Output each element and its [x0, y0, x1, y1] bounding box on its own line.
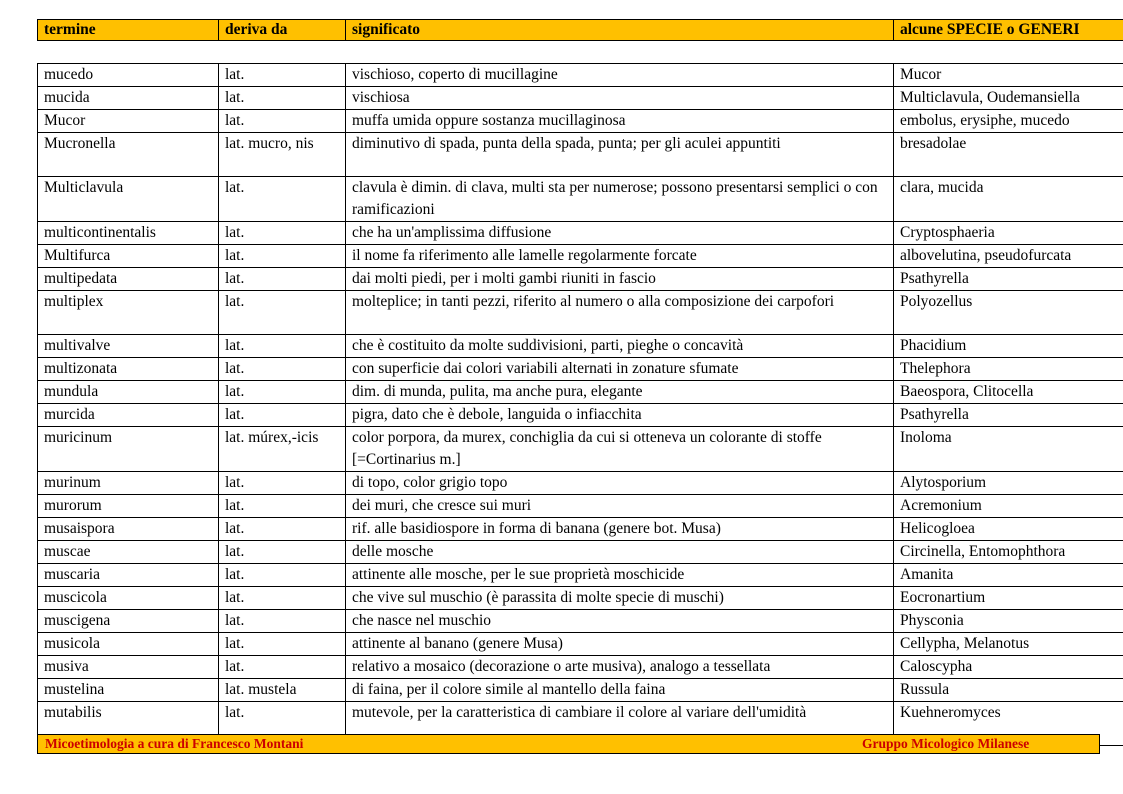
cell-specie: Cryptosphaeria	[894, 222, 1123, 245]
cell-deriva-da: lat. mucro, nis	[219, 133, 346, 177]
cell-significato: attinente al banano (genere Musa)	[346, 633, 894, 656]
cell-specie: Physconia	[894, 610, 1123, 633]
table-row	[38, 245, 1123, 268]
cell-termine: murinum	[38, 472, 219, 495]
cell-deriva-da: lat.	[219, 404, 346, 427]
cell-deriva-da: lat.	[219, 177, 346, 222]
cell-termine: musiva	[38, 656, 219, 679]
cell-termine: mucida	[38, 87, 219, 110]
cell-specie: Acremonium	[894, 495, 1123, 518]
cell-deriva-da: lat.	[219, 87, 346, 110]
cell-termine: muscigena	[38, 610, 219, 633]
cell-significato: che nasce nel muschio	[346, 610, 894, 633]
cell-specie: bresadolae	[894, 133, 1123, 177]
table-row	[38, 268, 1123, 291]
cell-significato: con superficie dai colori variabili alternati in zonature sfumate	[346, 358, 894, 381]
cell-termine: mucedo	[38, 64, 219, 87]
table-row	[38, 656, 1123, 679]
header-table	[37, 19, 1123, 41]
cell-significato: mutevole, per la caratteristica di cambiare il colore al variare dell'umidità	[346, 702, 894, 746]
cell-termine: multipedata	[38, 268, 219, 291]
cell-termine: muscaria	[38, 564, 219, 587]
table-row	[38, 518, 1123, 541]
cell-deriva-da: lat.	[219, 656, 346, 679]
cell-significato: clavula è dimin. di clava, multi sta per numerose; possono presentarsi semplici o con ramificazioni	[346, 177, 894, 222]
cell-significato: muffa umida oppure sostanza mucillaginosa	[346, 110, 894, 133]
cell-specie: Helicogloea	[894, 518, 1123, 541]
cell-significato: pigra, dato che è debole, languida o infiacchita	[346, 404, 894, 427]
cell-specie: Phacidium	[894, 335, 1123, 358]
cell-specie: Eocronartium	[894, 587, 1123, 610]
cell-termine: mustelina	[38, 679, 219, 702]
table-row	[38, 222, 1123, 245]
cell-specie: albovelutina, pseudofurcata	[894, 245, 1123, 268]
table-row	[38, 291, 1123, 335]
cell-termine: Multifurca	[38, 245, 219, 268]
cell-deriva-da: lat. múrex,-icis	[219, 427, 346, 472]
header-specie-generi: alcune SPECIE o GENERI	[894, 20, 1123, 41]
cell-termine: multicontinentalis	[38, 222, 219, 245]
glossary-table	[37, 63, 1123, 746]
footer-bar	[37, 734, 1100, 754]
table-row	[38, 404, 1123, 427]
table-row	[38, 133, 1123, 177]
cell-significato: color porpora, da murex, conchiglia da cui si otteneva un colorante di stoffe [=Cortinarius m.]	[346, 427, 894, 472]
cell-specie: Cellypha, Melanotus	[894, 633, 1123, 656]
cell-deriva-da: lat.	[219, 335, 346, 358]
footer-group: Gruppo Micologico Milanese	[862, 736, 1030, 751]
table-row	[38, 679, 1123, 702]
cell-specie: Psathyrella	[894, 404, 1123, 427]
cell-termine: multizonata	[38, 358, 219, 381]
cell-specie: Mucor	[894, 64, 1123, 87]
cell-termine: murcida	[38, 404, 219, 427]
cell-specie: Russula	[894, 679, 1123, 702]
cell-significato: vischiosa	[346, 87, 894, 110]
cell-deriva-da: lat.	[219, 358, 346, 381]
cell-deriva-da: lat.	[219, 495, 346, 518]
cell-specie: Inoloma	[894, 427, 1123, 472]
cell-deriva-da: lat. mustela	[219, 679, 346, 702]
cell-termine: mundula	[38, 381, 219, 404]
cell-deriva-da: lat.	[219, 110, 346, 133]
cell-deriva-da: lat.	[219, 472, 346, 495]
cell-deriva-da: lat.	[219, 245, 346, 268]
table-row	[38, 633, 1123, 656]
cell-significato: vischioso, coperto di mucillagine	[346, 64, 894, 87]
cell-termine: musaispora	[38, 518, 219, 541]
cell-termine: musicola	[38, 633, 219, 656]
cell-significato: attinente alle mosche, per le sue proprietà moschicide	[346, 564, 894, 587]
cell-termine: muricinum	[38, 427, 219, 472]
cell-specie: Baeospora, Clitocella	[894, 381, 1123, 404]
cell-significato: delle mosche	[346, 541, 894, 564]
header-significato: significato	[346, 20, 894, 41]
table-row	[38, 177, 1123, 222]
cell-specie: Multiclavula, Oudemansiella	[894, 87, 1123, 110]
table-row	[38, 358, 1123, 381]
cell-significato: dai molti piedi, per i molti gambi riuniti in fascio	[346, 268, 894, 291]
table-row	[38, 541, 1123, 564]
cell-deriva-da: lat.	[219, 518, 346, 541]
cell-deriva-da: lat.	[219, 291, 346, 335]
table-row	[38, 427, 1123, 472]
header-row	[38, 20, 1123, 41]
cell-specie: Thelephora	[894, 358, 1123, 381]
cell-significato: molteplice; in tanti pezzi, riferito al numero o alla composizione dei carpofori	[346, 291, 894, 335]
header-termine: termine	[38, 20, 219, 41]
cell-termine: Mucor	[38, 110, 219, 133]
cell-deriva-da: lat.	[219, 541, 346, 564]
cell-termine: Multiclavula	[38, 177, 219, 222]
cell-significato: che vive sul muschio (è parassita di molte specie di muschi)	[346, 587, 894, 610]
cell-deriva-da: lat.	[219, 610, 346, 633]
cell-deriva-da: lat.	[219, 268, 346, 291]
cell-significato: il nome fa riferimento alle lamelle regolarmente forcate	[346, 245, 894, 268]
table-row	[38, 495, 1123, 518]
cell-specie: Alytosporium	[894, 472, 1123, 495]
footer-author: Micoetimologia a cura di Francesco Montani	[45, 736, 304, 751]
table-row	[38, 587, 1123, 610]
cell-significato: di topo, color grigio topo	[346, 472, 894, 495]
cell-significato: relativo a mosaico (decorazione o arte musiva), analogo a tessellata	[346, 656, 894, 679]
cell-termine: multiplex	[38, 291, 219, 335]
cell-specie: Psathyrella	[894, 268, 1123, 291]
cell-significato: che è costituito da molte suddivisioni, parti, pieghe o concavità	[346, 335, 894, 358]
table-row	[38, 110, 1123, 133]
cell-deriva-da: lat.	[219, 587, 346, 610]
cell-termine: muscicola	[38, 587, 219, 610]
cell-significato: di faina, per il colore simile al mantello della faina	[346, 679, 894, 702]
cell-specie: Caloscypha	[894, 656, 1123, 679]
cell-specie: Amanita	[894, 564, 1123, 587]
cell-significato: rif. alle basidiospore in forma di banana (genere bot. Musa)	[346, 518, 894, 541]
table-row	[38, 564, 1123, 587]
table-row	[38, 87, 1123, 110]
cell-specie: embolus, erysiphe, mucedo	[894, 110, 1123, 133]
cell-significato: dei muri, che cresce sui muri	[346, 495, 894, 518]
table-row	[38, 610, 1123, 633]
cell-significato: dim. di munda, pulita, ma anche pura, elegante	[346, 381, 894, 404]
cell-deriva-da: lat.	[219, 633, 346, 656]
table-row	[38, 381, 1123, 404]
table-row	[38, 64, 1123, 87]
cell-specie: Kuehneromyces	[894, 702, 1123, 746]
cell-specie: Polyozellus	[894, 291, 1123, 335]
cell-deriva-da: lat.	[219, 702, 346, 746]
cell-deriva-da: lat.	[219, 222, 346, 245]
cell-termine: multivalve	[38, 335, 219, 358]
header-deriva-da: deriva da	[219, 20, 346, 41]
cell-specie: clara, mucida	[894, 177, 1123, 222]
cell-deriva-da: lat.	[219, 381, 346, 404]
cell-deriva-da: lat.	[219, 64, 346, 87]
cell-specie: Circinella, Entomophthora	[894, 541, 1123, 564]
cell-termine: murorum	[38, 495, 219, 518]
cell-termine: mutabilis	[38, 702, 219, 746]
cell-deriva-da: lat.	[219, 564, 346, 587]
table-row	[38, 472, 1123, 495]
cell-termine: muscae	[38, 541, 219, 564]
cell-significato: diminutivo di spada, punta della spada, punta; per gli aculei appuntiti	[346, 133, 894, 177]
cell-termine: Mucronella	[38, 133, 219, 177]
table-row	[38, 335, 1123, 358]
cell-significato: che ha un'amplissima diffusione	[346, 222, 894, 245]
